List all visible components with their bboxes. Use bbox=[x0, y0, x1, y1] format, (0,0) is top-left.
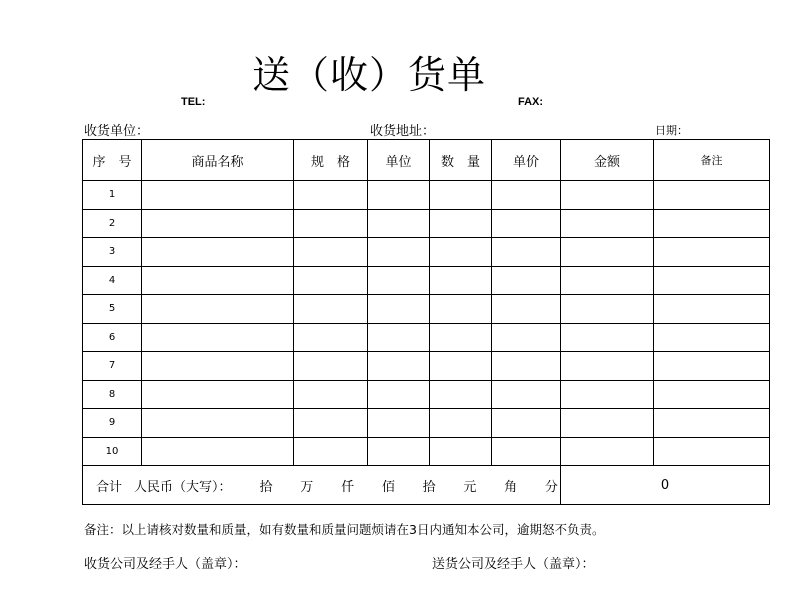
table-row bbox=[83, 238, 770, 267]
cell[interactable] bbox=[142, 209, 294, 238]
cell[interactable] bbox=[654, 181, 770, 210]
cell[interactable] bbox=[368, 380, 430, 409]
tel-label: TEL: bbox=[181, 96, 206, 108]
table-row bbox=[83, 323, 770, 352]
row-index: 2 bbox=[83, 209, 142, 238]
cell[interactable] bbox=[294, 380, 368, 409]
cell[interactable] bbox=[294, 238, 368, 267]
cell[interactable] bbox=[368, 295, 430, 324]
receiver-unit-label: 收货单位： bbox=[84, 124, 150, 139]
header-unit-price: 单价 bbox=[492, 140, 561, 181]
unit-shi: 拾 bbox=[259, 479, 273, 495]
header-remarks: 备注 bbox=[654, 140, 770, 181]
row-index: 1 bbox=[83, 181, 142, 210]
cell[interactable] bbox=[430, 352, 492, 381]
cell[interactable] bbox=[430, 181, 492, 210]
cell[interactable] bbox=[368, 409, 430, 438]
unit-wan: 万 bbox=[300, 479, 314, 495]
cell[interactable] bbox=[654, 238, 770, 267]
cell[interactable] bbox=[430, 437, 492, 466]
cell[interactable] bbox=[561, 181, 654, 210]
row-index: 8 bbox=[83, 380, 142, 409]
unit-jiao: 角 bbox=[504, 479, 518, 495]
document-title: 送（收）货单 bbox=[252, 53, 487, 97]
cell[interactable] bbox=[142, 295, 294, 324]
cell[interactable] bbox=[294, 437, 368, 466]
table-row bbox=[83, 181, 770, 210]
cell[interactable] bbox=[492, 209, 561, 238]
cell[interactable] bbox=[561, 323, 654, 352]
cell[interactable] bbox=[294, 295, 368, 324]
row-index: 10 bbox=[83, 437, 142, 466]
table-row bbox=[83, 409, 770, 438]
cell[interactable] bbox=[492, 238, 561, 267]
row-index: 5 bbox=[83, 295, 142, 324]
cell[interactable] bbox=[142, 323, 294, 352]
cell[interactable] bbox=[430, 266, 492, 295]
cell[interactable] bbox=[561, 238, 654, 267]
cell[interactable] bbox=[654, 323, 770, 352]
table-row bbox=[83, 437, 770, 466]
cell[interactable] bbox=[492, 380, 561, 409]
cell[interactable] bbox=[430, 209, 492, 238]
cell[interactable] bbox=[294, 209, 368, 238]
cell[interactable] bbox=[561, 295, 654, 324]
row-index: 6 bbox=[83, 323, 142, 352]
cell[interactable] bbox=[654, 295, 770, 324]
unit-qian: 仟 bbox=[341, 479, 355, 495]
cell[interactable] bbox=[430, 238, 492, 267]
cell[interactable] bbox=[561, 380, 654, 409]
table-row bbox=[83, 209, 770, 238]
table-row bbox=[83, 380, 770, 409]
table-row bbox=[83, 266, 770, 295]
cell[interactable] bbox=[294, 266, 368, 295]
row-index: 7 bbox=[83, 352, 142, 381]
receive-address-label: 收货地址： bbox=[370, 124, 436, 139]
cell[interactable] bbox=[142, 352, 294, 381]
cell[interactable] bbox=[368, 238, 430, 267]
cell[interactable] bbox=[142, 238, 294, 267]
total-rmb-cell bbox=[83, 466, 561, 505]
cell[interactable] bbox=[142, 409, 294, 438]
cell[interactable] bbox=[368, 209, 430, 238]
cell[interactable] bbox=[561, 409, 654, 438]
table-row bbox=[83, 295, 770, 324]
cell[interactable] bbox=[654, 209, 770, 238]
cell[interactable] bbox=[142, 437, 294, 466]
cell[interactable] bbox=[561, 266, 654, 295]
cell[interactable] bbox=[492, 295, 561, 324]
footer-note: 备注：以上请核对数量和质量，如有数量和质量问题烦请在3日内通知本公司，逾期怒不负责。 bbox=[84, 522, 605, 537]
sender-signature-label: 送货公司及经手人（盖章）： bbox=[432, 557, 595, 572]
date-label: 日期： bbox=[655, 124, 688, 137]
header-product-name: 商品名称 bbox=[142, 140, 294, 181]
cell[interactable] bbox=[561, 352, 654, 381]
cell[interactable] bbox=[430, 380, 492, 409]
row-index: 3 bbox=[83, 238, 142, 267]
cell[interactable] bbox=[368, 181, 430, 210]
total-label: 合计 bbox=[96, 479, 123, 495]
unit-fen: 分 bbox=[544, 479, 558, 495]
rmb-unit-list bbox=[260, 476, 560, 495]
table-row bbox=[83, 352, 770, 381]
cell[interactable] bbox=[368, 266, 430, 295]
cell[interactable] bbox=[492, 352, 561, 381]
table-header-row bbox=[83, 140, 770, 181]
row-index: 9 bbox=[83, 409, 142, 438]
cell[interactable] bbox=[654, 409, 770, 438]
header-quantity: 数 量 bbox=[430, 140, 492, 181]
cell[interactable] bbox=[368, 437, 430, 466]
cell[interactable] bbox=[654, 380, 770, 409]
cell[interactable] bbox=[654, 352, 770, 381]
cell[interactable] bbox=[430, 295, 492, 324]
total-row bbox=[83, 466, 770, 505]
row-index: 4 bbox=[83, 266, 142, 295]
header-unit: 单位 bbox=[368, 140, 430, 181]
unit-shi-2: 拾 bbox=[422, 479, 436, 495]
cell[interactable] bbox=[492, 437, 561, 466]
goods-table bbox=[82, 139, 770, 505]
cell[interactable] bbox=[368, 352, 430, 381]
cell[interactable] bbox=[294, 352, 368, 381]
cell[interactable] bbox=[142, 266, 294, 295]
header-index: 序 号 bbox=[83, 140, 142, 181]
rmb-uppercase-label: 人民币（大写）： bbox=[134, 479, 232, 495]
cell[interactable] bbox=[294, 323, 368, 352]
cell[interactable] bbox=[368, 323, 430, 352]
cell[interactable] bbox=[492, 266, 561, 295]
cell[interactable] bbox=[142, 380, 294, 409]
cell[interactable] bbox=[294, 181, 368, 210]
unit-yuan: 元 bbox=[463, 479, 477, 495]
cell[interactable] bbox=[492, 181, 561, 210]
cell[interactable] bbox=[430, 409, 492, 438]
cell[interactable] bbox=[654, 437, 770, 466]
cell[interactable] bbox=[430, 323, 492, 352]
cell[interactable] bbox=[294, 409, 368, 438]
cell[interactable] bbox=[561, 209, 654, 238]
cell[interactable] bbox=[492, 323, 561, 352]
cell[interactable] bbox=[142, 181, 294, 210]
header-amount: 金额 bbox=[561, 140, 654, 181]
cell[interactable] bbox=[654, 266, 770, 295]
fax-label: FAX: bbox=[518, 96, 544, 108]
header-spec: 规 格 bbox=[294, 140, 368, 181]
receiver-signature-label: 收货公司及经手人（盖章）： bbox=[84, 557, 247, 572]
total-amount-value[interactable]: 0 bbox=[561, 466, 770, 505]
cell[interactable] bbox=[492, 409, 561, 438]
unit-bai: 佰 bbox=[381, 479, 395, 495]
cell[interactable] bbox=[561, 437, 654, 466]
